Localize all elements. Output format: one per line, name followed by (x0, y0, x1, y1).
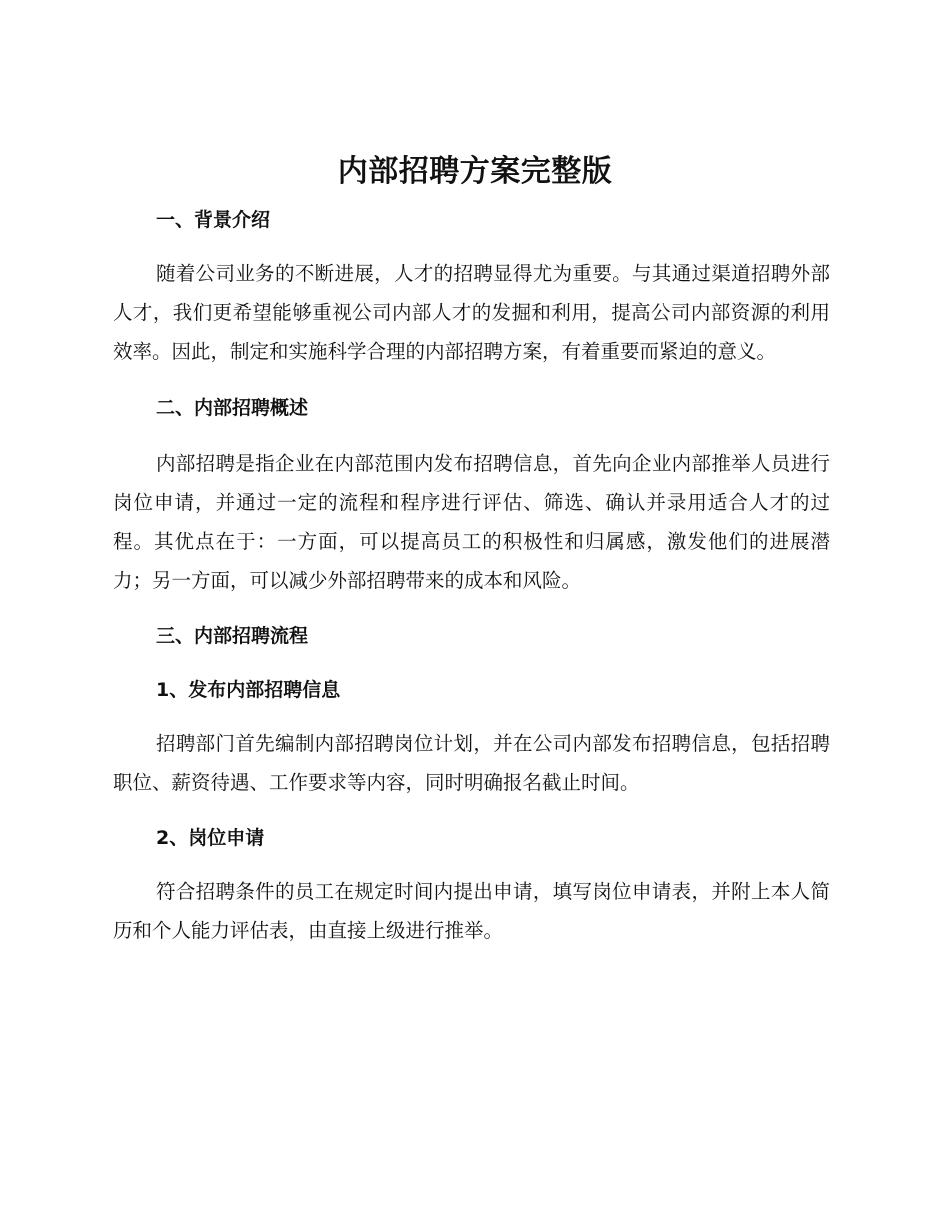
subsection-paragraph-application: 符合招聘条件的员工在规定时间内提出申请，填写岗位申请表，并附上本人简历和个人能力评估表，由直接上级进行推举。 (113, 880, 830, 942)
subsection-paragraph-publish-info: 招聘部门首先编制内部招聘岗位计划，并在公司内部发布招聘信息，包括招聘职位、薪资待遇、工作要求等内容，同时明确报名截止时间。 (113, 732, 830, 794)
subsection-heading-application: 2、岗位申请 (156, 827, 265, 849)
document-body (113, 198, 830, 950)
document-title: 内部招聘方案完整版 (337, 154, 613, 189)
subsection-heading-publish-info: 1、发布内部招聘信息 (156, 679, 341, 701)
section-paragraph-background: 随着公司业务的不断进展，人才的招聘显得尤为重要。与其通过渠道招聘外部人才，我们更希望能够重视公司内部人才的发掘和利用，提高公司内部资源的利用效率。因此，制定和实施科学合理的内部招聘方案，有着重要而紧迫的意义。 (113, 262, 830, 363)
section-heading-background: 一、背景介绍 (156, 209, 271, 231)
section-heading-overview: 二、内部招聘概述 (156, 397, 309, 419)
section-paragraph-overview: 内部招聘是指企业在内部范围内发布招聘信息，首先向企业内部推举人员进行岗位申请，并通过一定的流程和程序进行评估、筛选、确认并录用适合人才的过程。其优点在于：一方面，可以提高员工的积极性和归属感，激发他们的进展潜力；另一方面，可以减少外部招聘带来的成本和风险。 (113, 452, 830, 592)
section-heading-process: 三、内部招聘流程 (156, 625, 309, 647)
